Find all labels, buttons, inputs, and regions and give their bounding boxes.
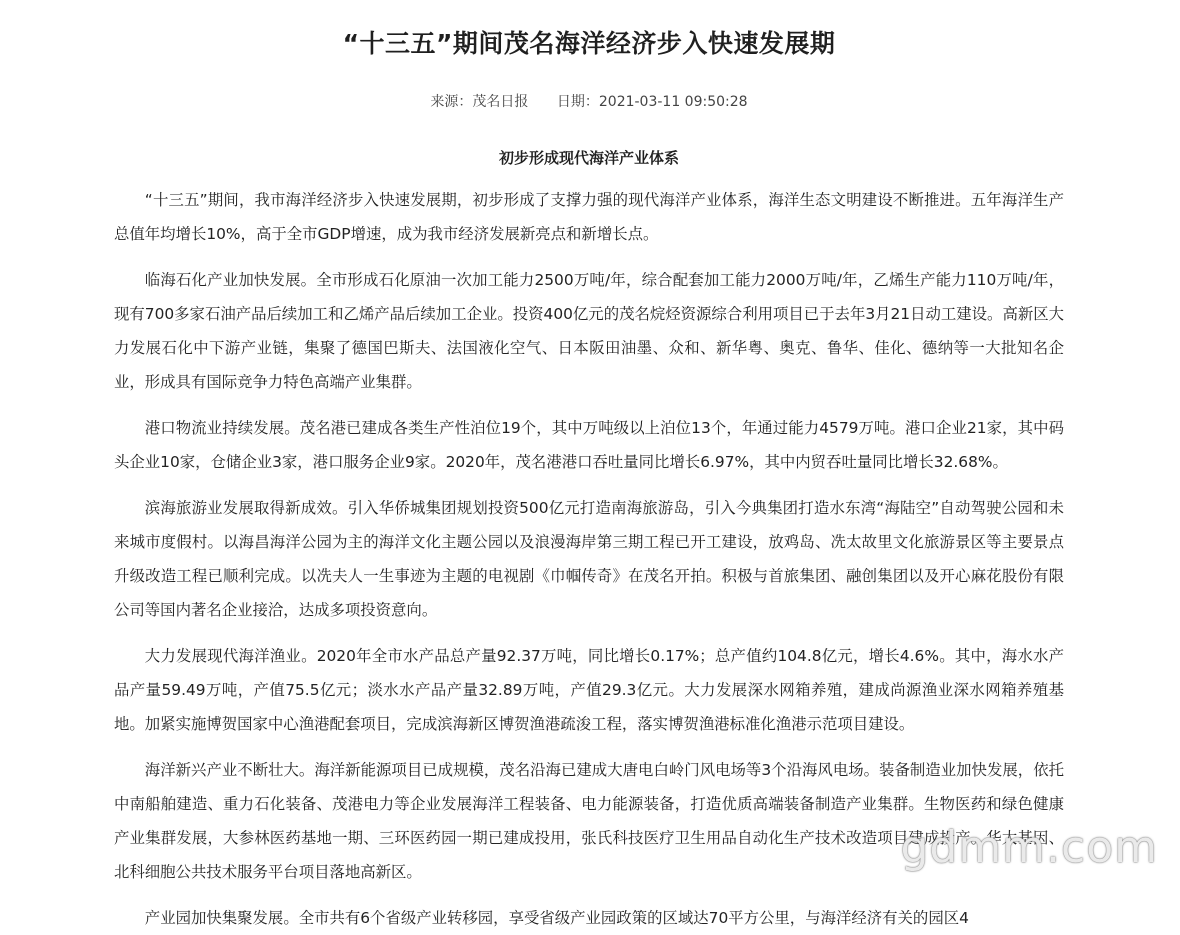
section-heading: 初步形成现代海洋产业体系: [498, 149, 679, 167]
paragraph-port-logistics: 港口物流业持续发展。茂名港已建成各类生产性泊位19个，其中万吨级以上泊位13个，年通过能力4579万吨。港口企业21家，其中码头企业10家，仓储企业3家，港口服务企业9家。2020年，茂名港港口吞吐量同比增长6.97%，其中内贸吞吐量同比增长32.68%。: [114, 419, 1064, 471]
paragraph-industrial-parks: 产业园加快集聚发展。全市共有6个省级产业转移园，享受省级产业园政策的区域达70平方公里，与海洋经济有关的园区4: [144, 909, 969, 927]
article: [114, 0, 1064, 935]
article-meta: [114, 91, 1064, 111]
paragraph-petrochemical: 临海石化产业加快发展。全市形成石化原油一次加工能力2500万吨/年，综合配套加工能力2000万吨/年，乙烯生产能力110万吨/年，现有700多家石油产品后续加工和乙烯产品后续加工企业。投资400亿元的茂名烷烃资源综合利用项目已于去年3月21日动工建设。高新区大力发展石化中下游产业链，集聚了德国巴斯夫、法国液化空气、日本阪田油墨、众和、新华粤、奥克、鲁华、佳化、德纳等一大批知名企业，形成具有国际竞争力特色高端产业集群。: [114, 271, 1065, 391]
paragraph-emerging-industries: 海洋新兴产业不断壮大。海洋新能源项目已成规模，茂名沿海已建成大唐电白岭门风电场等3个沿海风电场。装备制造业加快发展，依托中南船舶建造、重力石化装备、茂港电力等企业发展海洋工程装备、电力能源装备，打造优质高端装备制造产业集群。生物医药和绿色健康产业集群发展，大参林医药基地一期、三环医药园一期已建成投用，张氏科技医疗卫生用品自动化生产技术改造项目建成投产。华大基因、北科细胞公共技术服务平台项目落地高新区。: [114, 761, 1064, 881]
article-date: 日期：2021-03-11 09:50:28: [556, 94, 748, 110]
article-title: “十三五”期间茂名海洋经济步入快速发展期: [342, 29, 836, 58]
paragraph-fishery: 大力发展现代海洋渔业。2020年全市水产品总产量92.37万吨，同比增长0.17%；总产值约104.8亿元，增长4.6%。其中，海水水产品产量59.49万吨，产值75.5亿元；淡水水产品产量32.89万吨，产值29.3亿元。大力发展深水网箱养殖，建成尚源渔业深水网箱养殖基地。加紧实施博贺国家中心渔港配套项目，完成滨海新区博贺渔港疏浚工程，落实博贺渔港标准化渔港示范项目建设。: [114, 647, 1064, 733]
paragraph-coastal-tourism: 滨海旅游业发展取得新成效。引入华侨城集团规划投资500亿元打造南海旅游岛，引入今典集团打造水东湾“海陆空”自动驾驶公园和未来城市度假村。以海昌海洋公园为主的海洋文化主题公园以及浪漫海岸第三期工程已开工建设，放鸡岛、冼太故里文化旅游景区等主要景点升级改造工程已顺利完成。以冼夫人一生事迹为主题的电视剧《巾帼传奇》在茂名开拍。积极与首旅集团、融创集团以及开心麻花股份有限公司等国内著名企业接洽，达成多项投资意向。: [114, 499, 1064, 619]
watermark-logo: gdmm.com: [900, 822, 1158, 873]
paragraph-overview: “十三五”期间，我市海洋经济步入快速发展期，初步形成了支撑力强的现代海洋产业体系，海洋生态文明建设不断推进。五年海洋生产总值年均增长10%，高于全市GDP增速，成为我市经济发展新亮点和新增长点。: [114, 191, 1064, 243]
article-source: 来源：茂名日报: [430, 94, 529, 110]
